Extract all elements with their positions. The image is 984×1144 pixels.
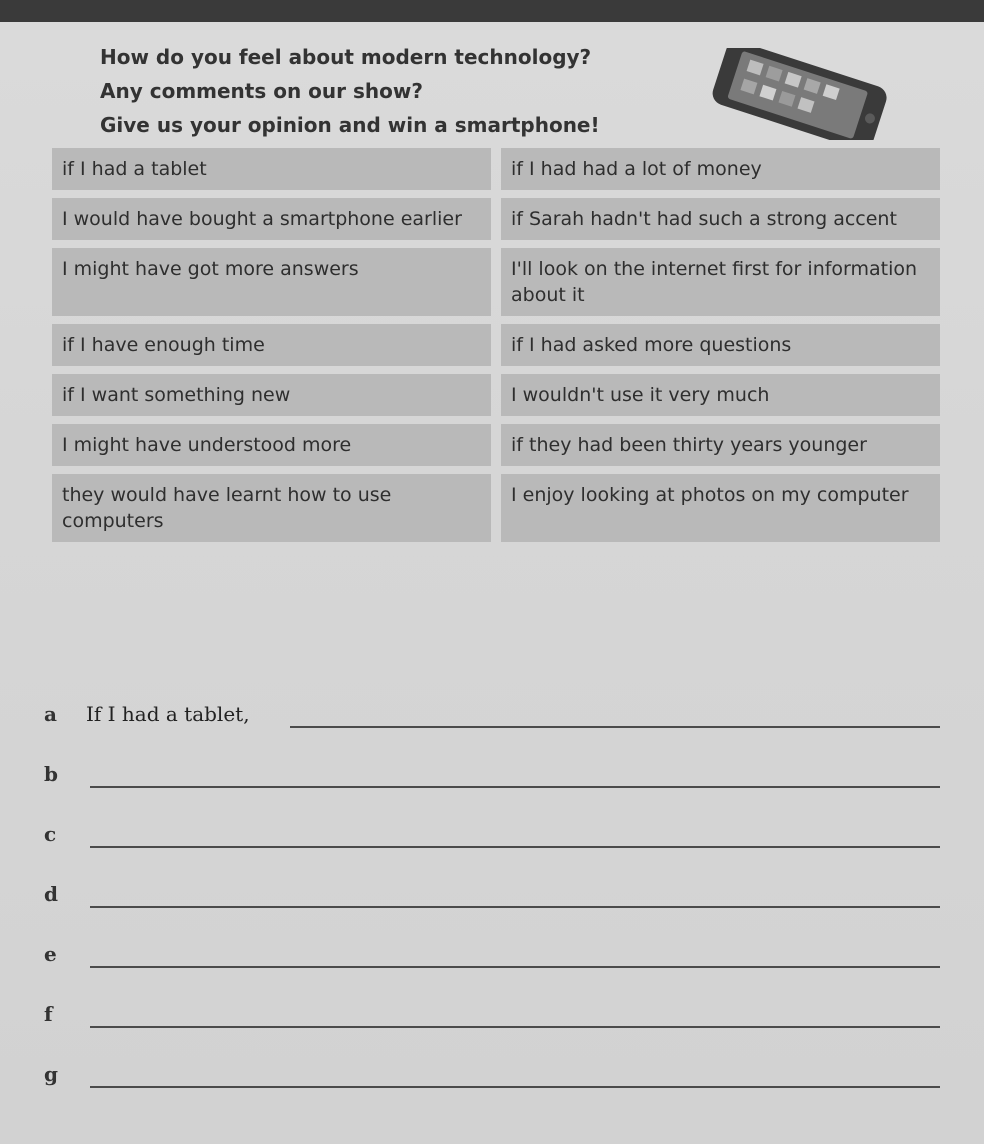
smartphone-icon bbox=[698, 48, 898, 140]
item-letter: e bbox=[44, 942, 57, 966]
grid-row bbox=[52, 248, 940, 316]
exercise-item bbox=[40, 882, 940, 942]
answer-line[interactable] bbox=[90, 1026, 940, 1028]
phrase-cell: they would have learnt how to use computers bbox=[52, 474, 491, 542]
grid-row bbox=[52, 324, 940, 366]
item-letter: d bbox=[44, 882, 58, 906]
header-line-2: Any comments on our show? bbox=[100, 79, 423, 103]
worksheet-page bbox=[0, 22, 984, 1144]
phrase-cell: I wouldn't use it very much bbox=[501, 374, 940, 416]
header-line-1: How do you feel about modern technology? bbox=[100, 45, 592, 69]
exercise-item bbox=[40, 762, 940, 822]
phrase-cell: if Sarah hadn't had such a strong accent bbox=[501, 198, 940, 240]
item-letter: g bbox=[44, 1062, 58, 1086]
top-edge-bar bbox=[0, 0, 984, 22]
phrase-cell: if they had been thirty years younger bbox=[501, 424, 940, 466]
phrase-cell: if I had asked more questions bbox=[501, 324, 940, 366]
phrase-cell: I'll look on the internet first for information about it bbox=[501, 248, 940, 316]
grid-row bbox=[52, 198, 940, 240]
grid-row bbox=[52, 424, 940, 466]
exercise-item bbox=[40, 1002, 940, 1062]
item-letter: f bbox=[44, 1002, 53, 1026]
phrase-cell: I enjoy looking at photos on my computer bbox=[501, 474, 940, 542]
phrase-cell: I would have bought a smartphone earlier bbox=[52, 198, 491, 240]
answer-line[interactable] bbox=[90, 1086, 940, 1088]
grid-row bbox=[52, 148, 940, 190]
grid-row bbox=[52, 474, 940, 542]
item-letter: c bbox=[44, 822, 57, 846]
item-letter: b bbox=[44, 762, 58, 786]
phrase-cell: if I had had a lot of money bbox=[501, 148, 940, 190]
exercise-item bbox=[40, 942, 940, 1002]
phrase-cell: if I had a tablet bbox=[52, 148, 491, 190]
answer-line[interactable] bbox=[90, 846, 940, 848]
phrase-cell: I might have got more answers bbox=[52, 248, 491, 316]
exercise-item bbox=[40, 702, 940, 762]
exercise-lines bbox=[40, 702, 940, 1122]
header-line-3: Give us your opinion and win a smartphone! bbox=[100, 113, 600, 137]
exercise-item bbox=[40, 822, 940, 882]
exercise-item bbox=[40, 1062, 940, 1122]
answer-line[interactable] bbox=[90, 906, 940, 908]
phrase-grid bbox=[52, 148, 940, 550]
answer-line[interactable] bbox=[90, 786, 940, 788]
item-letter: a bbox=[44, 702, 57, 726]
phrase-cell: I might have understood more bbox=[52, 424, 491, 466]
item-prefix: If I had a tablet, bbox=[86, 702, 250, 726]
header-text bbox=[100, 40, 660, 142]
phrase-cell: if I want something new bbox=[52, 374, 491, 416]
phrase-cell: if I have enough time bbox=[52, 324, 491, 366]
grid-row bbox=[52, 374, 940, 416]
answer-line[interactable] bbox=[290, 726, 940, 728]
answer-line[interactable] bbox=[90, 966, 940, 968]
